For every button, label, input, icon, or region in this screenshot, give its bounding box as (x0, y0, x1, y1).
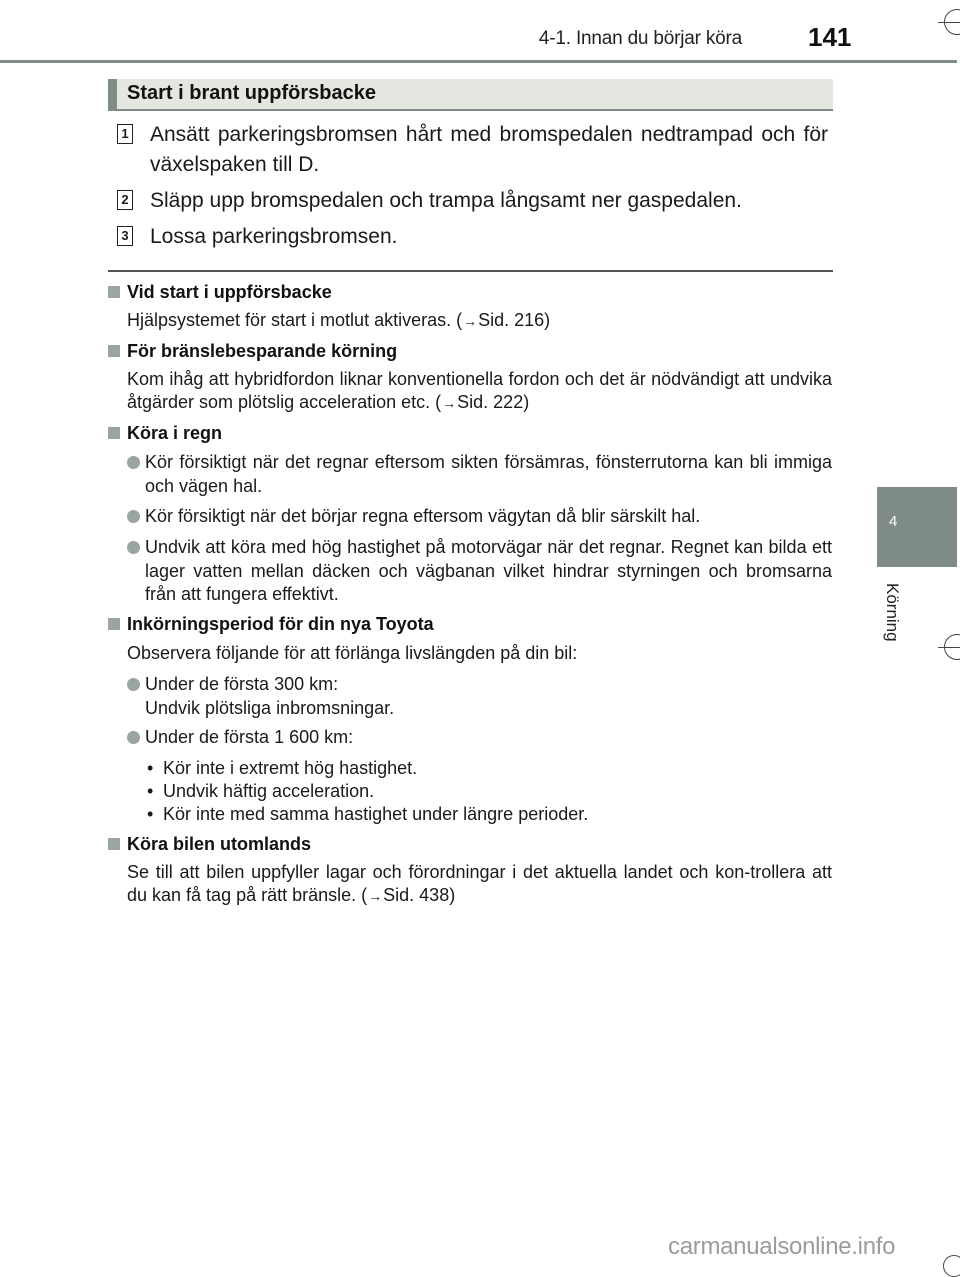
note-heading-text: Köra bilen utomlands (127, 834, 312, 854)
arrow-right-icon: → (463, 313, 478, 329)
note-heading-text: Inkörningsperiod för din nya Toyota (127, 614, 434, 634)
chapter-label: Körning (883, 583, 902, 642)
note-text-break-in: Observera följande för att förlänga livslängden på din bil: (127, 643, 578, 663)
top-rule (0, 60, 957, 63)
square-bullet-icon (108, 618, 120, 630)
circle-bullet-icon (127, 456, 140, 469)
chapter-number: 4 (889, 513, 898, 530)
arrow-right-icon: → (368, 888, 383, 904)
note-text-uphill: Hjälpsystemet för start i motlut aktiveras. (→Sid. 216) (127, 309, 832, 333)
step-text: Släpp upp bromspedalen och trampa långsamt ner gaspedalen. (150, 189, 742, 212)
running-head: 4-1. Innan du börjar köra (538, 28, 742, 49)
arrow-right-icon: → (442, 395, 457, 411)
step-text: Ansätt parkeringsbromsen hårt med bromspedalen nedtrampad och för växelspaken till D. (150, 123, 828, 176)
square-bullet-icon (108, 838, 120, 850)
section-header (108, 79, 833, 111)
square-bullet-icon (108, 427, 120, 439)
bullet-item: Under de första 1 600 km: (127, 726, 832, 750)
step-3 (117, 222, 833, 252)
registration-mark-icon (943, 1255, 960, 1277)
note-heading-text: För bränslebesparande körning (127, 341, 398, 361)
chapter-tab[interactable] (877, 487, 957, 567)
step-number: 3 (117, 226, 133, 246)
bullet-item: Kör försiktigt när det börjar regna eftersom vägytan då blir särskilt hal. (127, 505, 832, 529)
circle-bullet-icon (127, 731, 140, 744)
square-bullet-icon (108, 286, 120, 298)
note-heading-text: Vid start i uppförsbacke (127, 282, 332, 302)
step-1 (117, 120, 833, 180)
note-heading-text: Köra i regn (127, 423, 223, 443)
sub-bullet-item: • Kör inte med samma hastighet under längre perioder. (147, 803, 827, 827)
dot-bullet-icon: • (147, 804, 154, 824)
note-text-fuel-saving: Kom ihåg att hybridfordon liknar konventionella fordon och det är nödvändigt att undvika åtgärder som plötslig acceleration etc. (→Sid. 222) (127, 368, 832, 415)
note-text-abroad: Se till att bilen uppfyller lagar och förordningar i det aktuella landet och kon-trollera att du kan få tag på rätt bränsle. (→Sid. 438) (127, 861, 832, 908)
circle-bullet-icon (127, 541, 140, 554)
page-reference-link[interactable]: Sid. 438) (383, 885, 456, 905)
step-number: 2 (117, 190, 133, 210)
page-reference-link[interactable]: Sid. 216) (478, 310, 551, 330)
section-title: Start i brant uppförsbacke (127, 82, 376, 104)
section-header-stripe (108, 79, 117, 111)
circle-bullet-icon (127, 510, 140, 523)
registration-mark-icon (938, 634, 960, 662)
watermark: carmanualsonline.info (668, 1233, 896, 1260)
bullet-item: Under de första 300 km: Undvik plötsliga inbromsningar. (127, 673, 832, 721)
dot-bullet-icon: • (147, 758, 154, 778)
step-number: 1 (117, 124, 133, 144)
page-number: 141 (808, 22, 852, 52)
step-text: Lossa parkeringsbromsen. (150, 225, 398, 248)
square-bullet-icon (108, 345, 120, 357)
page-reference-link[interactable]: Sid. 222) (457, 392, 530, 412)
registration-mark-icon (938, 9, 960, 37)
bullet-item: Kör försiktigt när det regnar eftersom sikten försämras, fönsterrutorna kan bli immiga och vägen hal. (127, 451, 832, 499)
dot-bullet-icon: • (147, 781, 154, 801)
step-2 (117, 186, 833, 216)
section-divider (108, 270, 833, 272)
bullet-item: Undvik att köra med hög hastighet på motorvägar när det regnar. Regnet kan bilda ett lager vatten mellan däcken och vägbanan vilket hindrar styrningen och bromsarna från att fungera effektivt. (127, 536, 832, 608)
sub-bullet-item: • Undvik häftig acceleration. (147, 780, 827, 804)
circle-bullet-icon (127, 678, 140, 691)
sub-bullet-item: • Kör inte i extremt hög hastighet. (147, 757, 827, 781)
